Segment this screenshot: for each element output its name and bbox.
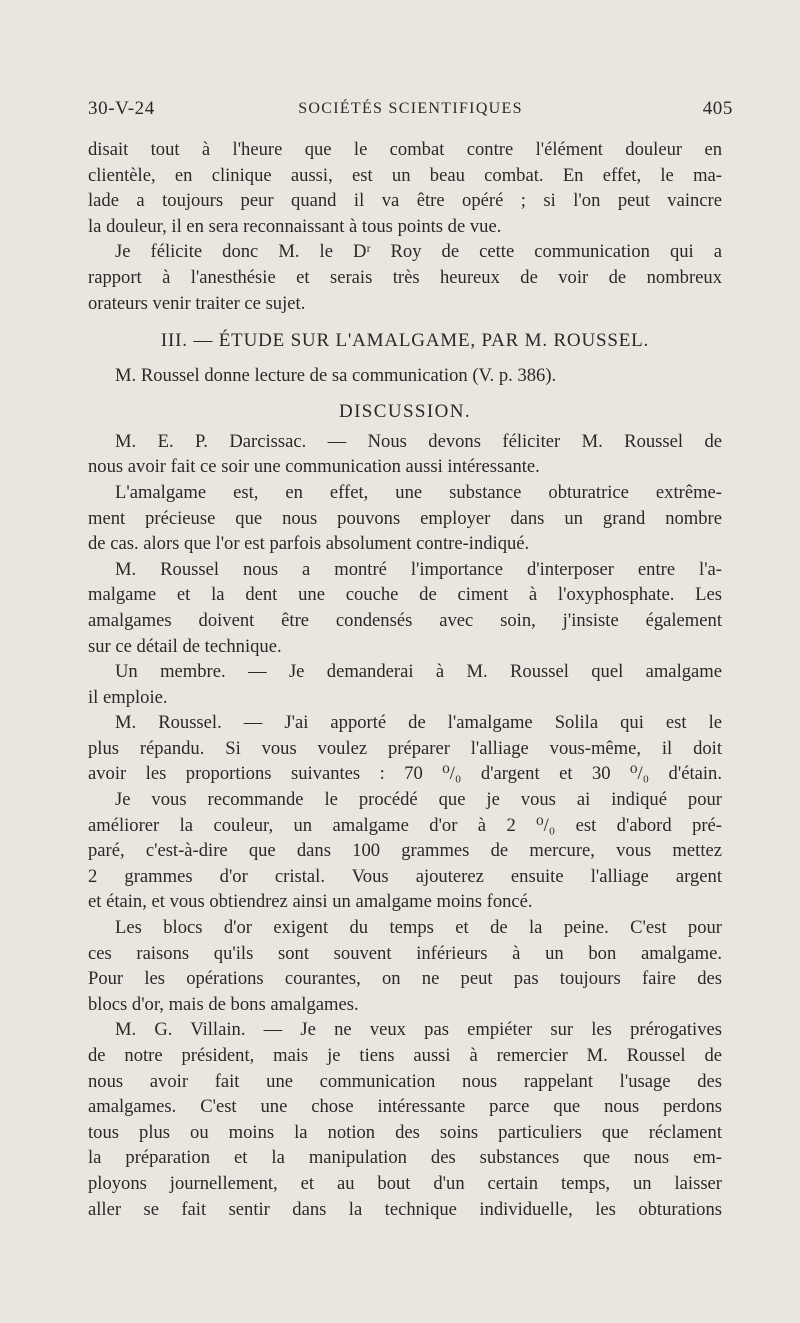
text-line: aller se fait sentir dans la technique individuelle, les obturations	[88, 1198, 722, 1220]
discussion-heading: DISCUSSION.	[338, 400, 472, 422]
text-line: sur ce détail de technique.	[88, 635, 282, 657]
text-line: Les blocs d'or exigent du temps et de la peine. C'est pour	[115, 917, 722, 939]
text-line: de cas. alors que l'or est parfois absolument contre-indiqué.	[88, 533, 530, 555]
text-line: Pour les opérations courantes, on ne peut pas toujours faire des	[88, 968, 722, 990]
text-line: amalgames doivent être condensés avec soin, j'insiste également	[88, 609, 722, 631]
text-line: M. Roussel donne lecture de sa communication (V. p. 386).	[115, 365, 557, 387]
text-line: M. Roussel. — J'ai apporté de l'amalgame Solila qui est le	[115, 712, 722, 734]
text-line: orateurs venir traiter ce sujet.	[88, 292, 306, 314]
page-number: 405	[702, 98, 733, 119]
text-line: ces raisons qu'ils sont souvent inférieurs à un bon amalgame.	[88, 942, 722, 964]
text-line: avoir les proportions suivantes : 70 ⁰/₀ d'argent et 30 ⁰/₀ d'étain.	[88, 763, 722, 785]
text-line: malgame et la dent une couche de ciment à l'oxyphosphate. Les	[88, 584, 722, 606]
text-line: rapport à l'anesthésie et serais très heureux de voir de nombreux	[88, 266, 722, 288]
text-line: nous avoir fait ce soir une communication aussi intéressante.	[88, 456, 540, 478]
text-line: de notre président, mais je tiens aussi à remercier M. Roussel de	[88, 1045, 722, 1066]
text-line: M. E. P. Darcissac. — Nous devons féliciter M. Roussel de	[115, 430, 722, 452]
text-line: Je félicite donc M. le Dʳ Roy de cette communication qui a	[115, 241, 722, 263]
text-line: Je vous recommande le procédé que je vous ai indiqué pour	[115, 789, 722, 811]
text-line: M. Roussel nous a montré l'importance d'interposer entre l'a-	[115, 558, 722, 580]
text-line: paré, c'est-à-dire que dans 100 grammes de mercure, vous mettez	[88, 840, 722, 862]
text-line: tous plus ou moins la notion des soins particuliers que réclament	[88, 1121, 722, 1143]
text-line: L'amalgame est, en effet, une substance obturatrice extrême-	[115, 481, 722, 503]
header-date: 30-V-24	[88, 98, 155, 119]
text-line: et étain, et vous obtiendrez ainsi un amalgame moins foncé.	[88, 891, 533, 913]
text-line: ment précieuse que nous pouvons employer dans un grand nombre	[88, 507, 722, 529]
text-line: ployons journellement, et au bout d'un certain temps, un laisser	[88, 1172, 722, 1194]
text-line: nous avoir fait une communication nous rappelant l'usage des	[88, 1070, 722, 1092]
text-line: plus répandu. Si vous voulez préparer l'alliage vous-même, il doit	[88, 737, 722, 759]
section-heading: III. — ÉTUDE SUR L'AMALGAME, PAR M. ROUSSEL.	[160, 330, 650, 352]
text-line: M. G. Villain. — Je ne veux pas empiéter sur les prérogatives	[115, 1019, 722, 1041]
text-line: amalgames. C'est une chose intéressante parce que nous perdons	[88, 1096, 722, 1118]
text-line: la préparation et la manipulation des substances que nous em-	[88, 1147, 722, 1169]
text-line: Un membre. — Je demanderai à M. Roussel quel amalgame	[115, 661, 722, 683]
header-title: SOCIÉTÉS SCIENTIFIQUES	[298, 100, 523, 117]
text-line: clientèle, en clinique aussi, est un beau combat. En effet, le ma-	[88, 164, 722, 186]
text-line: 2 grammes d'or cristal. Vous ajouterez ensuite l'alliage argent	[88, 865, 722, 887]
text-line: la douleur, il en sera reconnaissant à tous points de vue.	[88, 215, 502, 237]
text-line: améliorer la couleur, un amalgame d'or à 2 ⁰/₀ est d'abord pré-	[88, 814, 722, 836]
running-header	[88, 98, 733, 128]
body-text	[88, 137, 722, 1222]
text-line: lade a toujours peur quand il va être opéré ; si l'on peut vaincre	[88, 190, 722, 212]
text-line: blocs d'or, mais de bons amalgames.	[88, 993, 359, 1015]
text-line: disait tout à l'heure que le combat contre l'élément douleur en	[88, 139, 722, 160]
text-line: il emploie.	[88, 686, 168, 708]
